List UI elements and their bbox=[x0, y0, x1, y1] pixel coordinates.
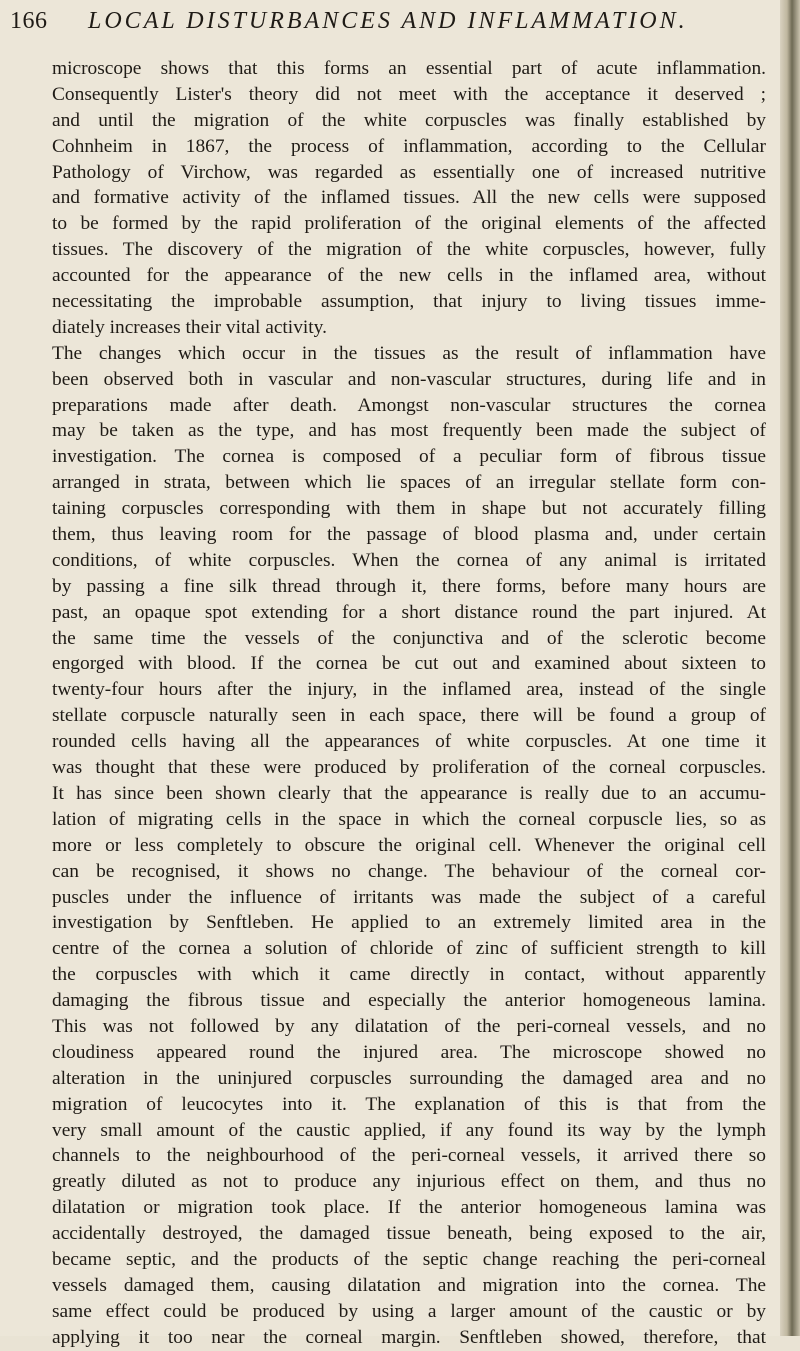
text-line: was thought that these were produced by proliferation of the corneal corpuscles. bbox=[52, 757, 766, 779]
text-line: engorged with blood. If the cornea be cut out and examined about sixteen to bbox=[52, 653, 766, 675]
text-line: very small amount of the caustic applied, if any found its way by the lymph bbox=[52, 1119, 766, 1141]
text-line: can be recognised, it shows no change. The behaviour of the corneal cor- bbox=[52, 860, 766, 882]
text-line: became septic, and the products of the septic change reaching the peri-corneal bbox=[52, 1248, 766, 1270]
text-line: may be taken as the type, and has most frequently been made the subject of bbox=[52, 420, 766, 442]
text-line: past, an opaque spot extending for a short distance round the part injured. At bbox=[52, 601, 766, 623]
text-line: conditions, of white corpuscles. When the cornea of any animal is irritated bbox=[52, 549, 766, 571]
text-line: been observed both in vascular and non-vascular structures, during life and in bbox=[52, 368, 766, 390]
text-line: diately increases their vital activity. bbox=[52, 316, 327, 338]
text-line: channels to the neighbourhood of the peri-corneal vessels, it arrived there so bbox=[52, 1145, 766, 1167]
text-line: same effect could be produced by using a larger amount of the caustic or by bbox=[52, 1300, 766, 1322]
text-line: them, thus leaving room for the passage of blood plasma and, under certain bbox=[52, 524, 766, 546]
text-line: investigation by Senftleben. He applied to an extremely limited area in the bbox=[52, 912, 766, 934]
text-line: dilatation or migration took place. If the anterior homogeneous lamina was bbox=[52, 1197, 766, 1219]
text-line: Pathology of Virchow, was regarded as essentially one of increased nutritive bbox=[52, 161, 766, 183]
text-line: investigation. The cornea is composed of a peculiar form of fibrous tissue bbox=[52, 446, 766, 468]
text-line: applying it too near the corneal margin. Senftleben showed, therefore, that bbox=[52, 1326, 766, 1348]
text-line: puscles under the influence of irritants was made the subject of a careful bbox=[52, 886, 766, 908]
text-line: centre of the cornea a solution of chloride of zinc of sufficient strength to kill bbox=[52, 938, 766, 960]
text-line: the same time the vessels of the conjunctiva and of the sclerotic become bbox=[52, 627, 766, 649]
text-line: twenty-four hours after the injury, in the inflamed area, instead of the single bbox=[52, 679, 766, 701]
text-line: taining corpuscles corresponding with them in shape but not accurately filling bbox=[52, 498, 766, 520]
text-line: by passing a fine silk thread through it, there forms, before many hours are bbox=[52, 575, 766, 597]
text-line: the corpuscles with which it came directly in contact, without apparently bbox=[52, 964, 766, 986]
text-line: rounded cells having all the appearances of white corpuscles. At one time it bbox=[52, 731, 766, 753]
text-line: accidentally destroyed, the damaged tissue beneath, being exposed to the air, bbox=[52, 1223, 766, 1245]
text-line: and until the migration of the white corpuscles was finally established by bbox=[52, 109, 766, 131]
text-line: greatly diluted as not to produce any injurious effect on them, and thus no bbox=[52, 1171, 766, 1193]
body-text bbox=[52, 56, 766, 1351]
text-line: microscope shows that this forms an essential part of acute inflammation. bbox=[52, 58, 766, 79]
text-line: The changes which occur in the tissues as the result of inflammation have bbox=[52, 342, 766, 364]
page-binding-edge bbox=[780, 0, 800, 1336]
text-line: tissues. The discovery of the migration of the white corpuscles, however, fully bbox=[52, 239, 766, 261]
text-line: Cohnheim in 1867, the process of inflammation, according to the Cellular bbox=[52, 135, 766, 157]
text-line: and formative activity of the inflamed tissues. All the new cells were supposed bbox=[52, 187, 766, 209]
text-line: alteration in the uninjured corpuscles surrounding the damaged area and no bbox=[52, 1067, 766, 1089]
text-line: This was not followed by any dilatation of the peri-corneal vessels, and no bbox=[52, 1015, 766, 1037]
text-line: migration of leucocytes into it. The explanation of this is that from the bbox=[52, 1093, 766, 1115]
text-line: accounted for the appearance of the new cells in the inflamed area, without bbox=[52, 265, 766, 287]
text-line: necessitating the improbable assumption, that injury to living tissues imme- bbox=[52, 291, 766, 313]
text-line: stellate corpuscle naturally seen in each space, there will be found a group of bbox=[52, 705, 766, 727]
page-number: 166 bbox=[10, 8, 48, 34]
text-line: arranged in strata, between which lie spaces of an irregular stellate form con- bbox=[52, 472, 766, 494]
text-line: cloudiness appeared round the injured area. The microscope showed no bbox=[52, 1041, 766, 1063]
text-line: more or less completely to obscure the original cell. Whenever the original cell bbox=[52, 834, 766, 856]
text-line: vessels damaged them, causing dilatation and migration into the cornea. The bbox=[52, 1274, 766, 1296]
text-line: to be formed by the rapid proliferation of the original elements of the affected bbox=[52, 213, 766, 235]
text-line: damaging the fibrous tissue and especially the anterior homogeneous lamina. bbox=[52, 990, 766, 1012]
text-line: preparations made after death. Amongst non-vascular structures the cornea bbox=[52, 394, 766, 416]
text-line: lation of migrating cells in the space in which the corneal corpuscle lies, so as bbox=[52, 808, 766, 830]
text-line: It has since been shown clearly that the appearance is really due to an accumu- bbox=[52, 782, 766, 804]
text-line: Consequently Lister's theory did not meet with the acceptance it deserved ; bbox=[52, 83, 766, 105]
page-header bbox=[10, 6, 770, 46]
running-head: LOCAL DISTURBANCES AND INFLAMMATION. bbox=[88, 8, 688, 34]
